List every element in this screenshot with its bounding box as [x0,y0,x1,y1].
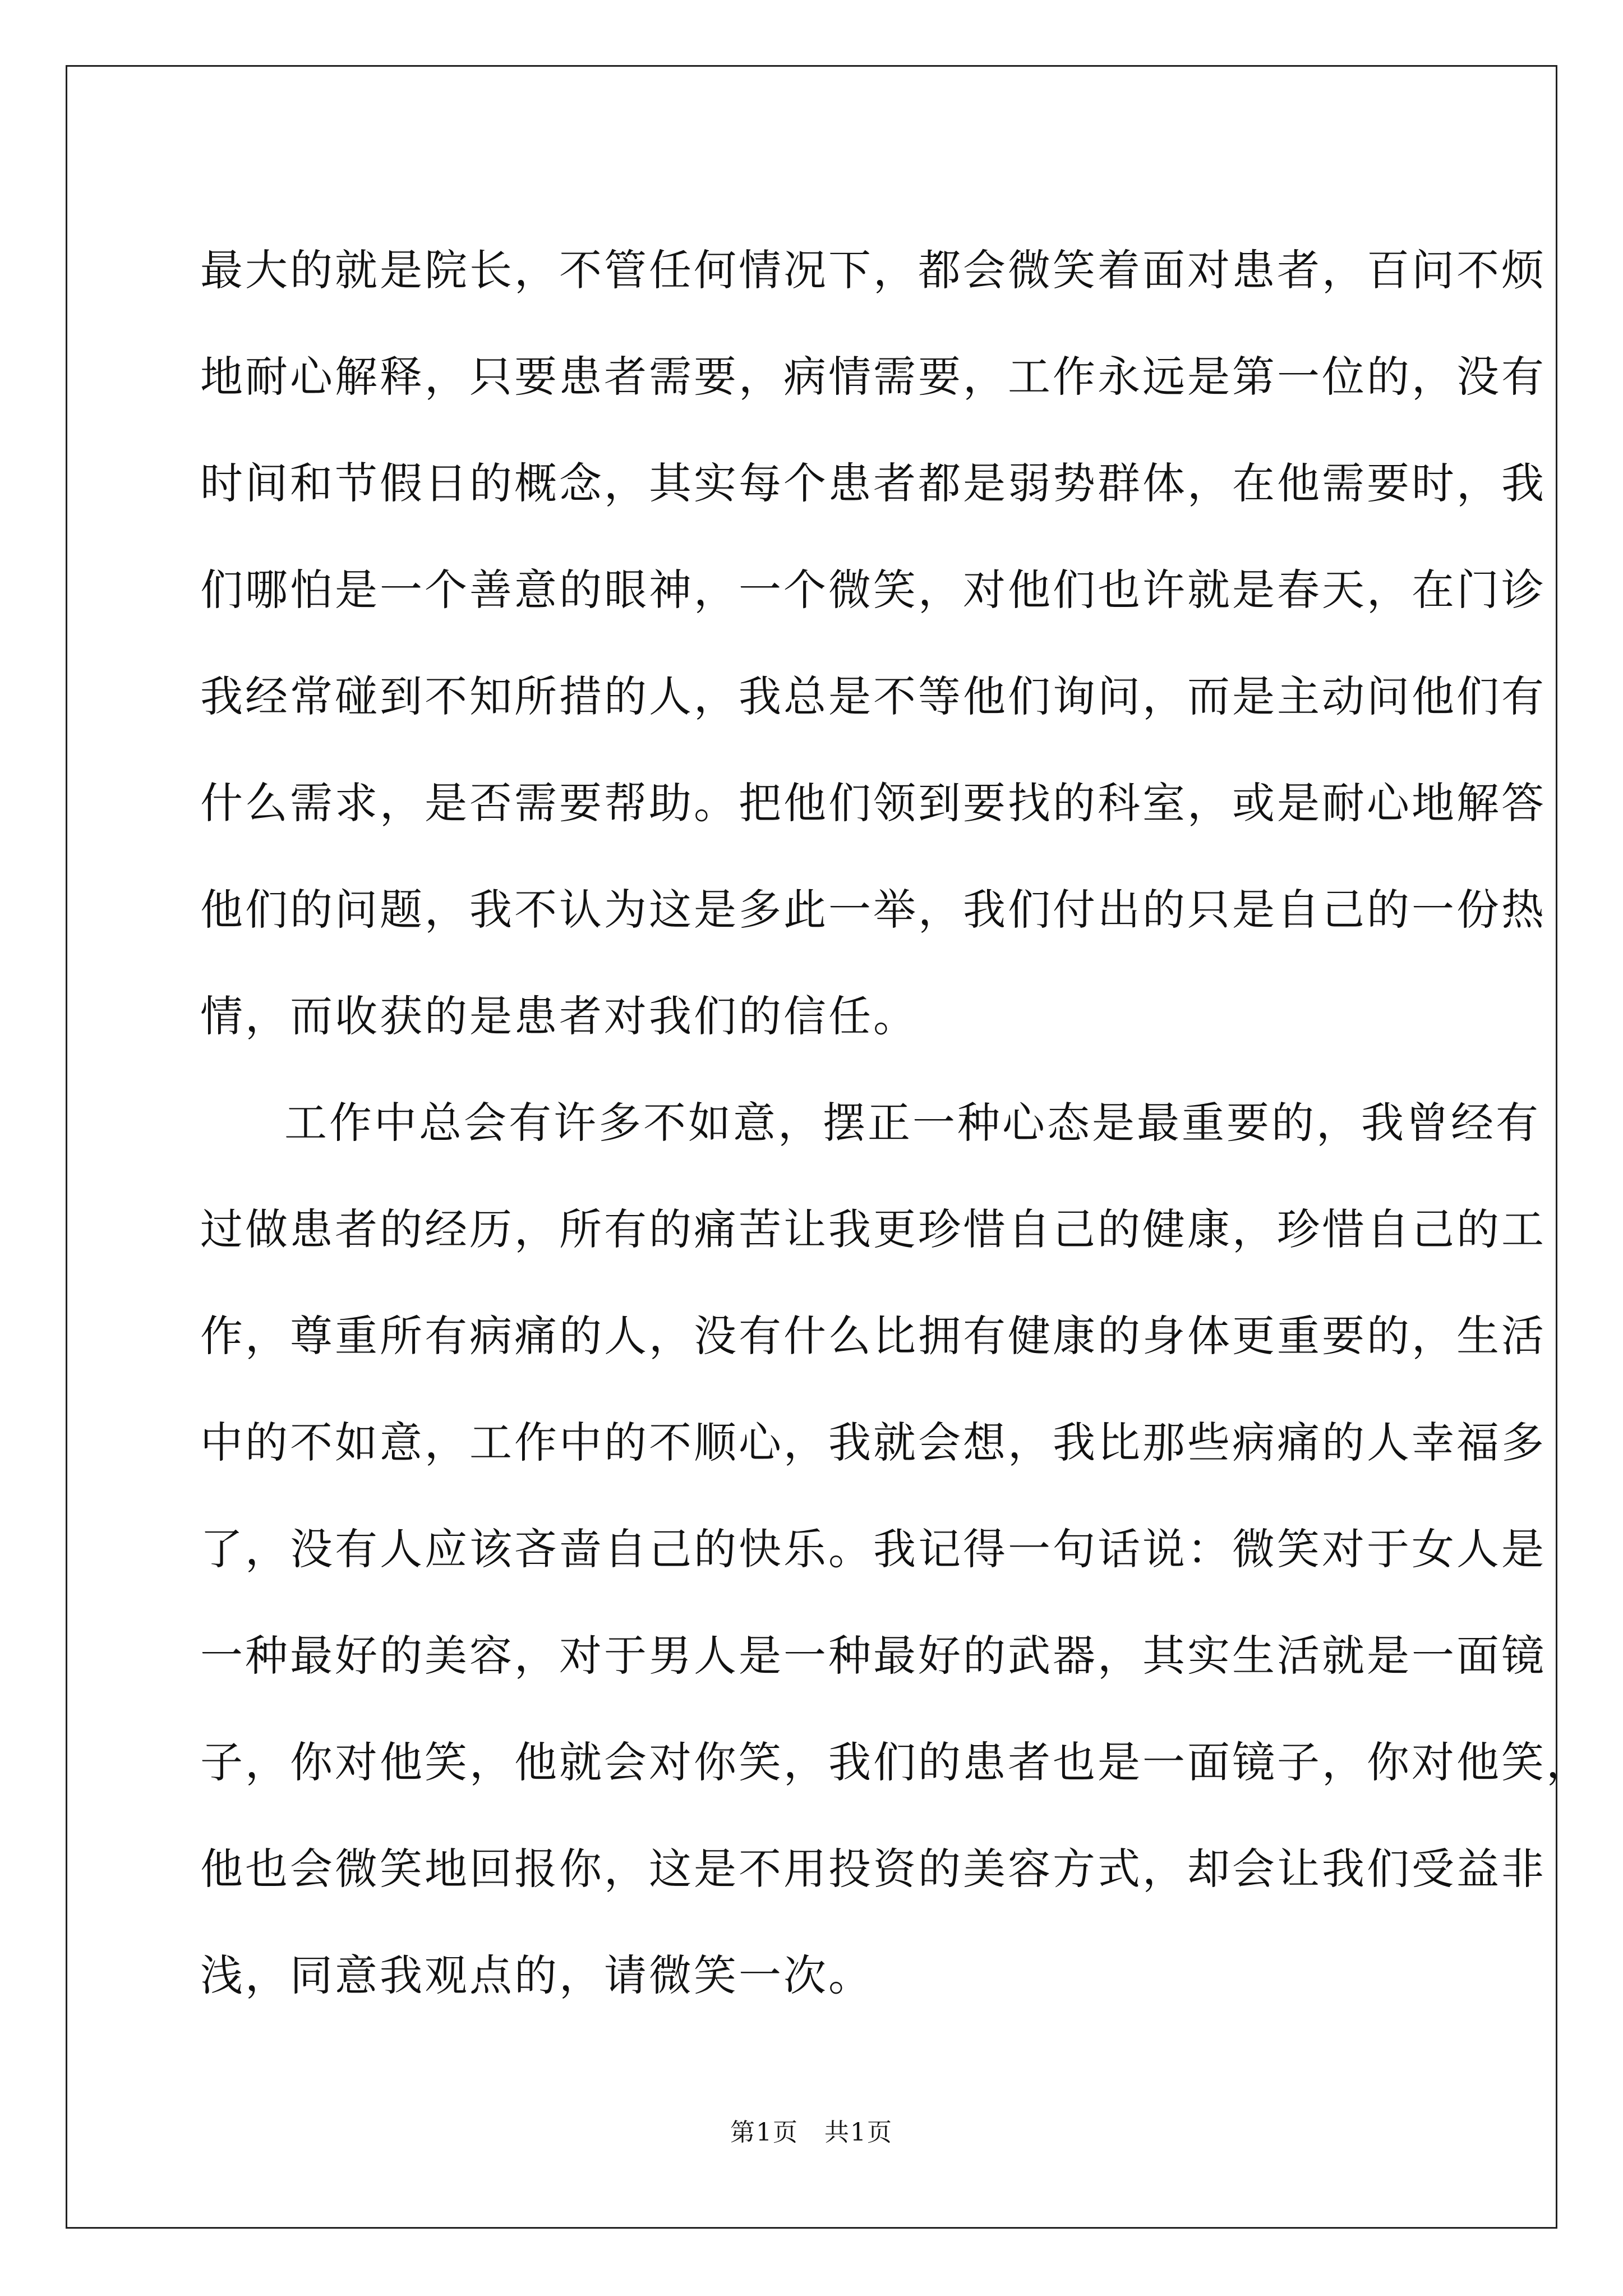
text-line: 中的不如意，工作中的不顺心，我就会想，我比那些病痛的人幸福多 [200,1418,1546,1467]
paragraph-first-line: 工作中总会有许多不如意，摆正一种心态是最重要的，我曾经有 [284,1098,1541,1148]
text-line: 作，尊重所有病痛的人，没有什么比拥有健康的身体更重要的，生活 [200,1311,1546,1361]
text-line: 我经常碰到不知所措的人，我总是不等他们询问，而是主动问他们有 [200,671,1546,721]
text-line: 地耐心解释，只要患者需要，病情需要，工作永远是第一位的，没有 [200,352,1546,402]
text-line: 一种最好的美容，对于男人是一种最好的武器，其实生活就是一面镜 [200,1631,1546,1681]
text-line: 时间和节假日的概念，其实每个患者都是弱势群体，在他需要时，我 [200,458,1546,508]
text-line: 情，而收获的是患者对我们的信任。 [200,991,918,1041]
text-line: 过做患者的经历，所有的痛苦让我更珍惜自己的健康，珍惜自己的工 [200,1204,1546,1254]
text-line: 最大的就是院长，不管任何情况下，都会微笑着面对患者，百问不烦 [200,245,1546,295]
text-line: 了，没有人应该吝啬自己的快乐。我记得一句话说：微笑对于女人是 [200,1524,1546,1574]
text-line: 子，你对他笑，他就会对你笑，我们的患者也是一面镜子，你对他笑， [200,1737,1591,1787]
text-line: 什么需求，是否需要帮助。把他们领到要找的科室，或是耐心地解答 [200,778,1546,828]
page-number-footer: 第1页 共1页 [730,2118,893,2147]
text-line: 他们的问题，我不认为这是多此一举，我们付出的只是自己的一份热 [200,885,1546,935]
document-body [200,217,1591,2029]
text-line: 们哪怕是一个善意的眼神，一个微笑，对他们也许就是春天，在门诊 [200,565,1546,615]
text-line: 他也会微笑地回报你，这是不用投资的美容方式，却会让我们受益非 [200,1844,1546,1894]
text-line: 浅，同意我观点的，请微笑一次。 [200,1950,873,2000]
